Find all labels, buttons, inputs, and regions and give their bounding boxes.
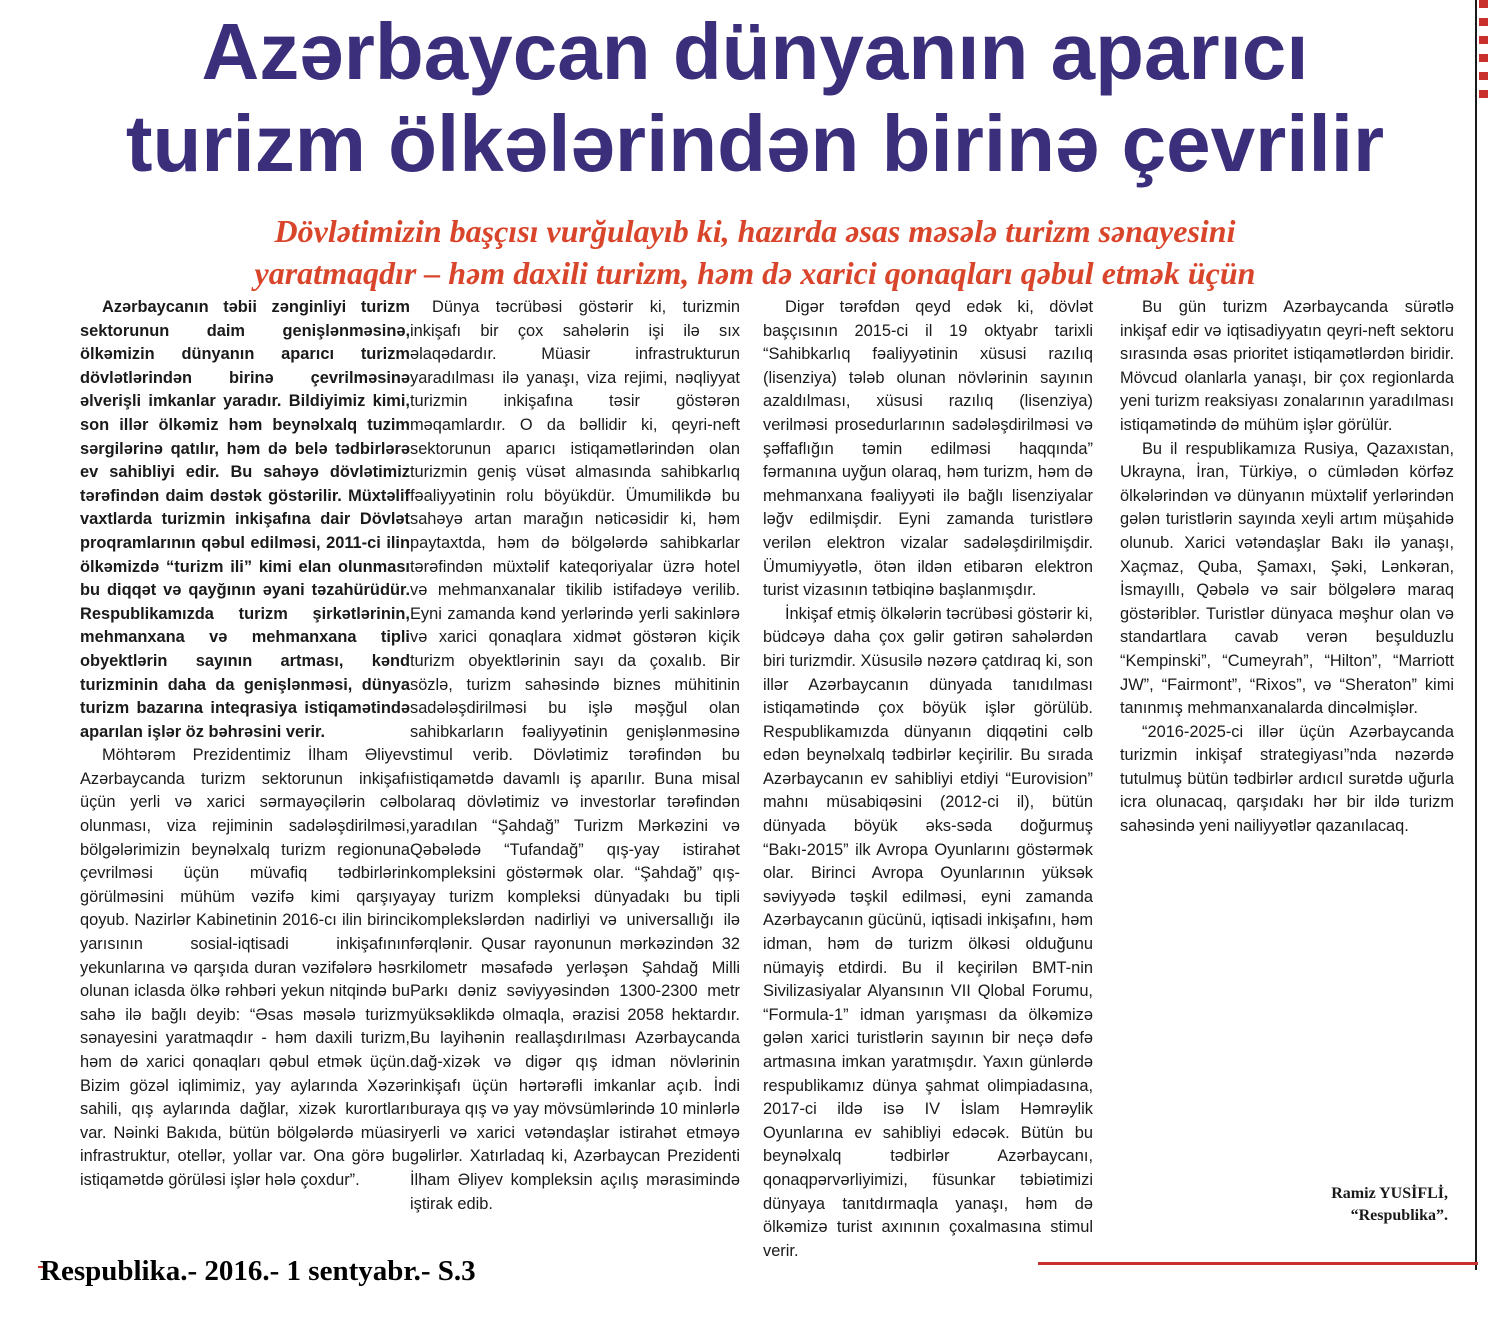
author-signature (1331, 1183, 1448, 1227)
author-outlet: “Respublika”. (1350, 1207, 1448, 1224)
article-column-4 (1120, 296, 1454, 1234)
headline-line-2: turizm ölkələrindən birinə çevrilir (125, 99, 1385, 188)
subheadline-line-2: yaratmaqdır – həm daxili turizm, həm də xarici qonaqları qəbul etmək üçün (254, 255, 1256, 291)
subheadline (60, 210, 1450, 294)
article-column-1 (80, 296, 410, 1234)
paragraph-tourist-growth: Bu il respublikamıza Rusiya, Qazaxıstan, Ukrayna, İran, Türkiyə, o cümlədən körfəz ölkələrindən və dünyanın müxtəlif yerlərindən gələn turistlərin sayında xeyli artım müşahidə olunub. Xarici vətəndaşlar Bakı ilə yanaşı, Xaçmaz, Quba, Şamaxı, Şəki, Lənkəran, İsmayıllı, Qəbələ və sair bölgələrə maraq göstəriblər. Turistlər dünyaca məşhur olan və standartlara cavab verən beşulduzlu “Kempinski”, “Cumeyrah”, “Hilton”, “Marriott JW”, “Fairmont”, “Rixos”, və “Sheraton” kimi tanınmış mehmanxanalarda dincəlmişlər. (1120, 439, 1454, 718)
source-citation: Respublika.- 2016.- 1 sentyabr.- S.3 (40, 1255, 476, 1287)
edge-mark (1479, 36, 1488, 44)
article-column-2 (410, 296, 740, 1234)
right-border-rule (1475, 0, 1477, 1270)
paragraph-world-experience: Dünya təcrübəsi göstərir ki, turizmin inkişafı bir çox sahələrin işi ilə sıx əlaqədardır. Müasir infrastrukturun yaradılması ilə yanaşı, viza rejimi, nəqliyyat turizmin inkişafına təsir göstərən məqamlardır. O da bəllidir ki, qeyri-neft sektorunun aparıcı istiqamətlərindən olan turizmin geniş vüsət almasında sahibkarlıq fəaliyyətinin rolu böyükdür. Ümumilikdə bu sahəyə artan marağın nəticəsidir ki, həm paytaxtda, həm də bölgələrdə sahibkarlar tərəfindən müxtəlif kateqoriyalar üzrə hotel və mehmanxanalar tikilib istifadəyə verilib. Eyni zamanda kənd yerlərində yerli sakinlərə və xarici qonaqlara xidmət göstərən kiçik turizm obyektlərinin sayı da çoxalıb. Bir sözlə, turizm sahəsində biznes mühitinin sadələşdirilməsi bu işlə məşğul olan sahibkarların fəaliyyətinin genişlənməsinə stimul verib. Dövlətimiz tərəfindən bu istiqamətdə davamlı iş aparılır. Buna misal olaraq dövlətimiz və investorlar tərəfindən yaradılan “Şahdağ” Turizm Mərkəzini və Qəbələdə “Tufandağ” qış-yay istirahət kompleksini göstərmək olar. “Şahdağ” qış-yay turizm kompleksi dünyadakı bu tipli komplekslərdən nadirliyi və universallığı ilə fərqlənir. Qusar rayonunun mərkəzindən 32 kilometr məsafədə yerləşən Şahdağ Milli Parkı dəniz səviyyəsindən 1300-2300 metr yüksəklikdə olmaqla, ərazisi 2058 hektardır. Bu layihənin reallaşdırılması Azərbaycanda dağ-xizək və digər qış idman növlərinin inkişafı üçün hərtərəfli imkanlar açıb. İndi buraya qış və yay mövsümlərində 10 minlərlə yerli və xarici vətəndaşlar istirahət etməyə gəlirlər. Xatırladaq ki, Azərbaycan Prezidenti İlham Əliyev kompleksin açılış mərasimində iştirak edib. (410, 298, 740, 1213)
headline-line-1: Azərbaycan dünyanın aparıcı (201, 7, 1309, 96)
edge-mark (1479, 18, 1488, 26)
headline (40, 6, 1470, 190)
edge-color-marks (1479, 0, 1488, 120)
article-body (80, 296, 1455, 1260)
edge-mark (1479, 0, 1488, 8)
edge-mark (1479, 90, 1488, 98)
article-column-3 (763, 296, 1093, 1260)
paragraph-strategy: “2016-2025-ci illər üçün Azərbaycanda turizmin inkişaf strategiyası”nda nəzərdə tutulmuş bütün tədbirlər ardıcıl surətdə uğurla icra olunacaq, qarşıdakı hər bir ildə turizm sahəsində yeni nailiyyətlər qazanılacaq. (1120, 722, 1454, 836)
subheadline-line-1: Dövlətimizin başçısı vurğulayıb ki, hazırda əsas məsələ turizm sənayesini (274, 213, 1236, 249)
lead-paragraph: Azərbaycanın təbii zənginliyi turizm sektorunun daim genişlənməsinə, ölkəmizin dünyanın aparıcı turizm dövlətlərindən birinə çevrilməsinə əlverişli imkanlar yaradır. Bildiyimiz kimi, son illər ölkəmiz həm beynəlxalq tuzim sərgilərinə qatılır, həm də belə tədbirlərə ev sahibliyi edir. Bu sahəyə dövlətimiz tərəfindən daim dəstək göstərilir. Müxtəlif vaxtlarda turizmin inkişafına dair Dövlət proqramlarının qəbul edilməsi, 2011-ci ilin ölkəmizdə “turizm ili” kimi elan olunması bu diqqət və qayğının əyani təzahürüdür. Respublikamızda turizm şirkətlərinin, mehmanxana və mehmanxana tipli obyektlərin sayının artması, kənd turizminin daha da genişlənməsi, dünya turizm bazarına inteqrasiya istiqamətində aparılan işlər öz bəhrəsini verir. (80, 298, 410, 741)
paragraph-president-quote: Möhtərəm Prezidentimiz İlham Əliyev Azərbaycanda turizm sektorunun inkişafı üçün yerli və xarici sərmayəçilərin cəlb olunması, viza rejiminin sadələşdirilməsi, bölgələrimizin beynəlxalq turizm regionuna çevrilməsi üçün müvafiq tədbirlərin görülməsini mühüm vəzifə kimi qarşıya qoyub. Nazirlər Kabinetinin 2016-cı ilin birinci yarısının sosial-iqtisadi inkişafının yekunlarına və qarşıda duran vəzifələrə həsr olunan iclasda ölkə rəhbəri yekun nitqində bu sahə ilə bağlı deyib: “Əsas məsələ turizm sənayesini yaratmaqdır - həm daxili turizm, həm də xarici qonaqları qəbul etmək üçün. Bizim gözəl iqlimimiz, yay aylarında Xəzər sahili, qış aylarında dağlar, xizək kurortları var. Nəinki Bakıda, bütün bölgələrdə müasir infrastruktur, otellər, yollar var. Ona görə bu istiqamətdə görüləsi işlər hələ çoxdur”. (80, 746, 410, 1189)
paragraph-priority-sector: Bu gün turizm Azərbaycanda sürətlə inkişaf edir və iqtisadiyyatın qeyri-neft sektoru sırasında əsas prioritet istiqamətlərdən biridir. Mövcud olanlarla yanaşı, bir çox regionlarda yeni turizm reaksiyası zonalarının yaradılması istiqamətində də mühüm işlər görülür. (1120, 298, 1454, 434)
author-name: Ramiz YUSİFLİ, (1331, 1185, 1448, 1202)
bottom-accent-rule (1038, 1262, 1478, 1265)
paragraph-international-events: İnkişaf etmiş ölkələrin təcrübəsi göstərir ki, büdcəyə daha çox gəlir gətirən sahələrdən biri turizmdir. Xüsusilə nəzərə çatdıraq ki, son illər Azərbaycanın dünyada tanıdılması istiqamətində çox böyük işlər görülüb. Respublikamızda dünyanın diqqətini cəlb edən beynəlxalq tədbirlər keçirilir. Bu sırada Azərbaycanın ev sahibliyi etdiyi “Eurovision” mahnı müsabiqəsini (2012-ci il), bütün dünyada böyük əks-səda doğurmuş “Bakı-2015” ilk Avropa Oyunlarını göstərmək olar. Birinci Avropa Oyunlarının yüksək səviyyədə təşkil edilməsi, eyni zamanda Azərbaycanın gücünü, iqtisadi inkişafını, həm idman, həm də turizm ölkəsi olduğunu nümayiş etdirdi. Bu il keçirilən BMT-nin Sivilizasiyalar Alyansının VII Qlobal Forumu, “Formula-1” idman yarışması da ölkəmizə gələn xarici turistlərin sayının bir neçə dəfə artmasına imkan yaratmışdır. Yaxın günlərdə respublikamız dünya şahmat olimpiadasına, 2017-ci ildə isə IV İslam Həmrəylik Oyunlarına ev sahibliyi edəcək. Bütün bu beynəlxalq tədbirlər Azərbaycanı, qonaqpərvərliyimizi, füsunkar təbiətimizi dünyaya tanıtdırmaqla yanaşı, həm də ölkəmizə turist axınının çoxalmasına stimul verir. (763, 604, 1093, 1260)
edge-mark (1479, 72, 1488, 80)
edge-mark (1479, 54, 1488, 62)
paragraph-licensing: Digər tərəfdən qeyd edək ki, dövlət başçısının 2015-ci il 19 oktyabr tarixli “Sahibkarlıq fəaliyyətinin xüsusi razılıq (lisenziya) tələb olunan növlərinin sayının azaldılması, xüsusi razılıq (lisenziya) verilməsi prosedurlarının sadələşdirilməsi və şəffaflığın təmin edilməsi haqqında” fərmanına uyğun olaraq, həm turizm, həm də mehmanxana fəaliyyəti ilə bağlı lisenziyalar ləğv edilmişdir. Eyni zamanda turistlərə verilən elektron vizalar sadələşdirilmişdir. Ümumiyyətlə, ötən ildən etibarən elektron turist vizasının tətbiqinə başlanmışdır. (763, 298, 1093, 600)
